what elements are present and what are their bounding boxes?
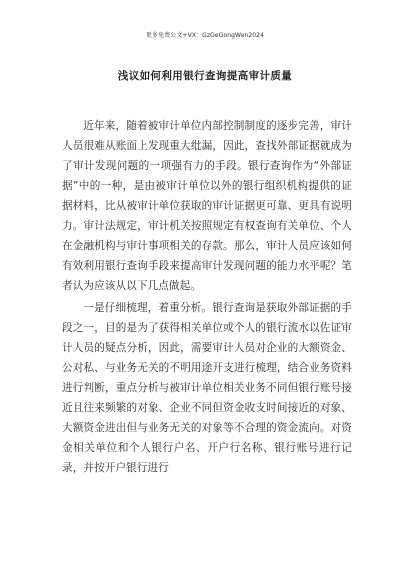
paragraph-point-one: 一是仔细梳理，着重分析。银行查询是获取外部证据的手段之一，目的是为了获得相关单位或个人的银行流水以佐证审计人员的疑点分析，因此，需要审计人员对企业的大额资金、公对私、与业务无关的不明用途开支进行梳理，结合业务资料进行判断，重点分析与被审计单位相关业务不同但银行账号接近且往来频繁的对象、企业不同但资金收支时间接近的对象、大额资金进出但与业务无关的对象等不合理的资金流向。对资金相关单位和个人银行户名、开户行名称、银行账号进行记录，并按开户银行进行 — [62, 302, 352, 474]
paragraph-intro: 近年来，随着被审计单位内部控制制度的逐步完善，审计人员很难从账面上发现重大纰漏，因此，查找外部证据就成为了审计发现问题的一项强有力的手段。银行查询作为“外部证据”中的一种，是由被审计单位以外的银行组织机构提供的证据材料，比从被审计单位获取的审计证据更可靠、更具有说明力。审计法规定，审计机关按照规定有权查询有关单位、个人在金融机构与审计事项相关的存款。那么，审计人员应该如何有效利用银行查询手段来提高审计发现问题的能力水平呢？笔者认为应该从以下几点做起。 — [62, 120, 352, 292]
document-body — [62, 116, 352, 480]
header-note: 更多免费公文+VX：GzGeGongWen2024 — [145, 32, 265, 39]
document-title: 浅议如何利用银行查询提高审计质量 — [117, 70, 293, 82]
